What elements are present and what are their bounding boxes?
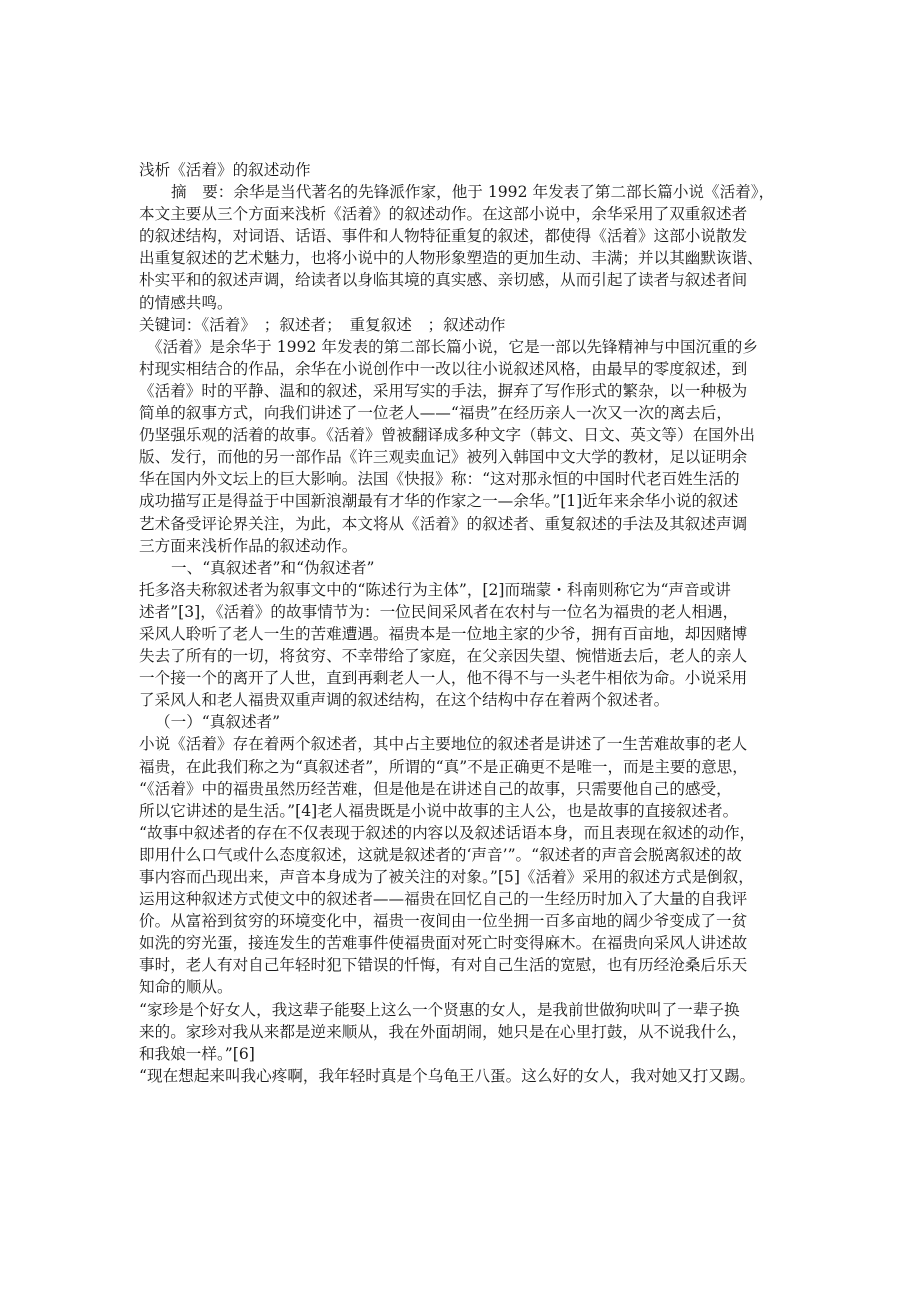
paragraph-line: 了采风人和老人福贵双重声调的叙述结构，在这个结构中存在着两个叙述者。 xyxy=(139,691,670,710)
paragraph-line: 价。从富裕到贫穷的环境变化中，福贵一夜间由一位坐拥一百多亩地的阔少爷变成了一贫 xyxy=(139,912,748,931)
paragraph-line: 述者”[3]，《活着》的故事情节为：一位民间采风者在农村与一位名为福贵的老人相遇， xyxy=(139,602,739,621)
keywords: 关键词：《活着》 ；叙述者； 重复叙述 ；叙述动作 xyxy=(139,315,506,334)
paragraph-line: 福贵，在此我们称之为“真叙述者”，所谓的“真”不是正确更不是唯一，而是主要的意思， xyxy=(139,757,748,776)
quote-line: 来的。家珍对我从来都是逆来顺从，我在外面胡闹，她只是在心里打鼓，从不说我什么， xyxy=(139,1022,748,1041)
document-page xyxy=(139,159,799,1087)
paragraph-line: 事内容而凸现出来，声音本身成为了被关注的对象。”[5]《活着》采用的叙述方式是倒叙， xyxy=(139,868,754,886)
quote-line: 和我娘一样。”[6] xyxy=(139,1044,255,1063)
paragraph-line: 成功描写正是得益于中国新浪潮最有才华的作家之一—余华。”[1]近年来余华小说的叙述 xyxy=(139,492,739,511)
paragraph-line: 三方面来浅析作品的叙述动作。 xyxy=(139,536,358,555)
paragraph-line: 仍坚强乐观的活着的故事。《活着》曾被翻译成多种文字（韩文、日文、英文等）在国外出 xyxy=(139,426,755,445)
section-heading: 一、“真叙述者”和“伪叙述者” xyxy=(171,558,375,577)
paragraph-line: 事时，老人有对自己年轻时犯下错误的忏悔，有对自己生活的宽慰，也有历经沧桑后乐天 xyxy=(139,956,748,975)
quote-block xyxy=(139,1065,799,1087)
abstract-line: 的叙述结构，对词语、话语、事件和人物特征重复的叙述，都使得《活着》这部小说散发 xyxy=(139,227,748,246)
abstract-line: 出重复叙述的艺术魅力，也将小说中的人物形象塑造的更加生动、丰满；并以其幽默诙谐、 xyxy=(139,249,763,268)
paragraph-line: 版、发行，而他的另一部作品《许三观卖血记》被列入韩国中文大学的教材，足以证明余 xyxy=(139,448,748,467)
abstract xyxy=(139,181,799,314)
abstract-line: 朴实平和的叙述声调，给读者以身临其境的真实感、亲切感，从而引起了读者与叙述者间 xyxy=(139,271,748,290)
paragraph-line: 简单的叙事方式，向我们讲述了一位老人——“福贵”在经历亲人一次又一次的离去后， xyxy=(139,404,732,423)
subsection-heading: （一）“真叙述者” xyxy=(155,713,281,732)
intro-paragraph xyxy=(139,336,799,557)
paragraph-line: 一个接一个的离开了人世，直到再剩老人一人，他不得不与一头老牛相依为命。小说采用 xyxy=(139,669,748,688)
abstract-line: 的情感共鸣。 xyxy=(139,293,233,312)
paragraph-line: “《活着》中的福贵虽然历经苦难，但是他是在讲述自己的故事，只需要他自己的感受， xyxy=(139,779,732,798)
paragraph-line: 知命的顺从。 xyxy=(139,978,233,997)
paragraph-line: 所以它讲述的是生活。”[4]老人福贵既是小说中故事的主人公，也是故事的直接叙述者。 xyxy=(139,801,739,820)
paragraph-line: 运用这种叙述方式使文中的叙述者——福贵在回忆自己的一生经历时加入了大量的自我评 xyxy=(139,890,748,909)
quote-line: “现在想起来叫我心疼啊，我年轻时真是个乌龟王八蛋。这么好的女人，我对她又打又踢。 xyxy=(139,1066,756,1085)
section1-paragraph xyxy=(139,579,799,712)
paragraph-line: 如洗的穷光蛋，接连发生的苦难事件使福贵面对死亡时变得麻木。在福贵向采风人讲述故 xyxy=(139,934,748,953)
paragraph-line: 托多洛夫称叙述者为叙事文中的“陈述行为主体”，[2]而瑞蒙・科南则称它为“声音或讲 xyxy=(139,580,731,599)
paragraph-line: 即用什么口气或什么态度叙述，这就是叙述者的‘声音’”。“叙述者的声音会脱离叙述的故 xyxy=(139,845,742,864)
paragraph-line: 失去了所有的一切，将贫穷、不幸带给了家庭，在父亲因失望、惋惜逝去后，老人的亲人 xyxy=(139,647,748,666)
paragraph-line: 村现实相结合的作品，余华在小说创作中一改以往小说叙述风格，由最早的零度叙述，到 xyxy=(139,359,748,378)
paragraph-line: 采风人聆听了老人一生的苦难遭遇。福贵本是一位地主家的少爷，拥有百亩地，却因赌博 xyxy=(139,624,748,643)
paragraph-line: 艺术备受评论界关注，为此，本文将从《活着》的叙述者、重复叙述的手法及其叙述声调 xyxy=(139,514,748,533)
paragraph-line: 华在国内外文坛上的巨大影响。法国《快报》称：“这对那永恒的中国时代老百姓生活的 xyxy=(139,470,740,489)
quote-block xyxy=(139,999,799,1065)
paragraph-line: 小说《活着》存在着两个叙述者，其中占主要地位的叙述者是讲述了一生苦难故事的老人 xyxy=(139,735,748,754)
quote-line: “家珍是个好女人，我这辈子能娶上这么一个贤惠的女人，是我前世做狗吠叫了一辈子换 xyxy=(139,1000,740,1019)
subsection1-paragraph xyxy=(139,733,799,998)
abstract-line: 本文主要从三个方面来浅析《活着》的叙述动作。在这部小说中，余华采用了双重叙述者 xyxy=(139,205,748,224)
paragraph-line: “故事中叙述者的存在不仅表现于叙述的内容以及叙述话语本身，而且表现在叙述的动作， xyxy=(139,823,756,842)
abstract-line: 摘 要：余华是当代著名的先锋派作家，他于 1992 年发表了第二部长篇小说《活着》， xyxy=(171,183,775,202)
paragraph-line: 《活着》时的平静、温和的叙述，采用写实的手法，摒弃了写作形式的繁杂，以一种极为 xyxy=(139,381,748,400)
document-title: 浅析《活着》的叙述动作 xyxy=(139,161,311,179)
paragraph-line: 《活着》是余华于 1992 年发表的第二部长篇小说，它是一部以先锋精神与中国沉重的乡 xyxy=(147,337,758,356)
